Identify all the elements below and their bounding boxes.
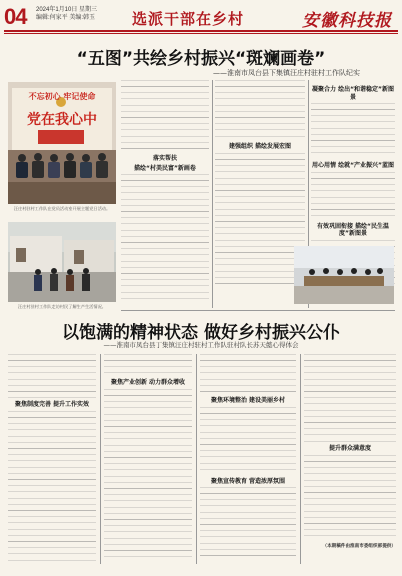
article-divider (121, 310, 395, 311)
article1-subhead: ——淮南市凤台县下集镇汪庄村驻村工作队纪实 (213, 69, 360, 77)
text-block (311, 103, 395, 159)
article1-column-1 (121, 80, 209, 308)
article2-column-3 (200, 354, 296, 564)
photo1-caption: 汪庄村驻村工作队在党员活动室开展主题党日活动。 (13, 206, 111, 211)
text-block (8, 354, 96, 398)
text-block (304, 354, 396, 442)
section-heading-4: 凝聚合力 绘出“和谐稳定”新图景 (312, 86, 394, 101)
article2-column-1 (8, 354, 96, 564)
a2-section-heading-2: 聚焦产业创新 动力群众增收 (110, 379, 186, 386)
photo2-caption: 汪庄村驻村工作队走访村民了解生产生活情况。 (18, 304, 106, 309)
masthead-rule-thin (4, 33, 398, 34)
photo-meeting-graphic (294, 246, 394, 304)
column-divider (100, 354, 101, 564)
issue-date: 2024年1月10日 星期三 (36, 7, 98, 13)
issue-info (36, 6, 97, 22)
text-block (311, 172, 395, 220)
page-number: 04 (4, 4, 27, 29)
article2-subhead: ——淮南市凤台县丁集镇汪庄村驻村工作队驻村队长苏天懿心得体会 (103, 341, 299, 349)
article2-headline: 以饱满的精神状态 做好乡村振兴公仆 (62, 323, 340, 343)
a2-section-heading-1: 聚焦制度完善 提升工作实效 (14, 401, 90, 408)
section-heading-3: 建强组织 描绘发展宏图 (228, 143, 292, 150)
section-heading-5: 用心用情 绘就“产业振兴”蓝图 (312, 162, 394, 169)
photo-slogan-text: 党在我心中 (27, 112, 97, 128)
text-block (104, 389, 192, 557)
newspaper-logo: 安徽科技报 (302, 11, 392, 30)
text-block (8, 411, 96, 561)
section-heading-2: 描绘“村美民富”新画卷 (134, 164, 196, 172)
editor-info: 编辑:何家平 美编:韩玉 (36, 15, 96, 21)
text-block (200, 487, 296, 557)
column-divider (196, 354, 197, 564)
a2-section-heading-4: 聚焦宣传教育 营造浓厚氛围 (210, 477, 286, 485)
article2-column-4 (304, 354, 396, 564)
photo-party-activity (8, 82, 116, 204)
section-heading-6: 有效巩固衔接 描绘“民生温度”新图景 (316, 222, 390, 237)
text-block (200, 407, 296, 475)
photo-village-visit-graphic (8, 222, 116, 302)
masthead-rule (4, 30, 398, 32)
photo-village-visit (8, 222, 116, 302)
column-divider (212, 80, 213, 308)
article1-column-2 (215, 80, 305, 308)
article2-column-2 (104, 354, 192, 564)
article2-footer-credit: （本期稿件由淮南市委组织部提供） (322, 543, 396, 549)
column-divider (300, 354, 301, 564)
text-block (121, 80, 209, 152)
text-block (304, 455, 396, 541)
photo-sign-text: 不忘初心 牢记使命 (28, 92, 96, 101)
text-block (215, 153, 305, 287)
masthead (0, 0, 402, 34)
text-block (215, 80, 305, 140)
text-block (200, 354, 296, 394)
column-name: 选派干部在乡村 (132, 12, 245, 28)
article1-headline: “五图”共绘乡村振兴“斑斓画卷” (76, 49, 326, 69)
a2-section-heading-5: 提升群众满意度 (328, 445, 371, 452)
a2-section-heading-3: 聚焦环境整治 建设美丽乡村 (210, 397, 286, 404)
text-block (121, 174, 209, 304)
text-block (104, 354, 192, 376)
section-heading-1: 落实帮扶 (152, 155, 177, 162)
photo-meeting (294, 246, 394, 304)
